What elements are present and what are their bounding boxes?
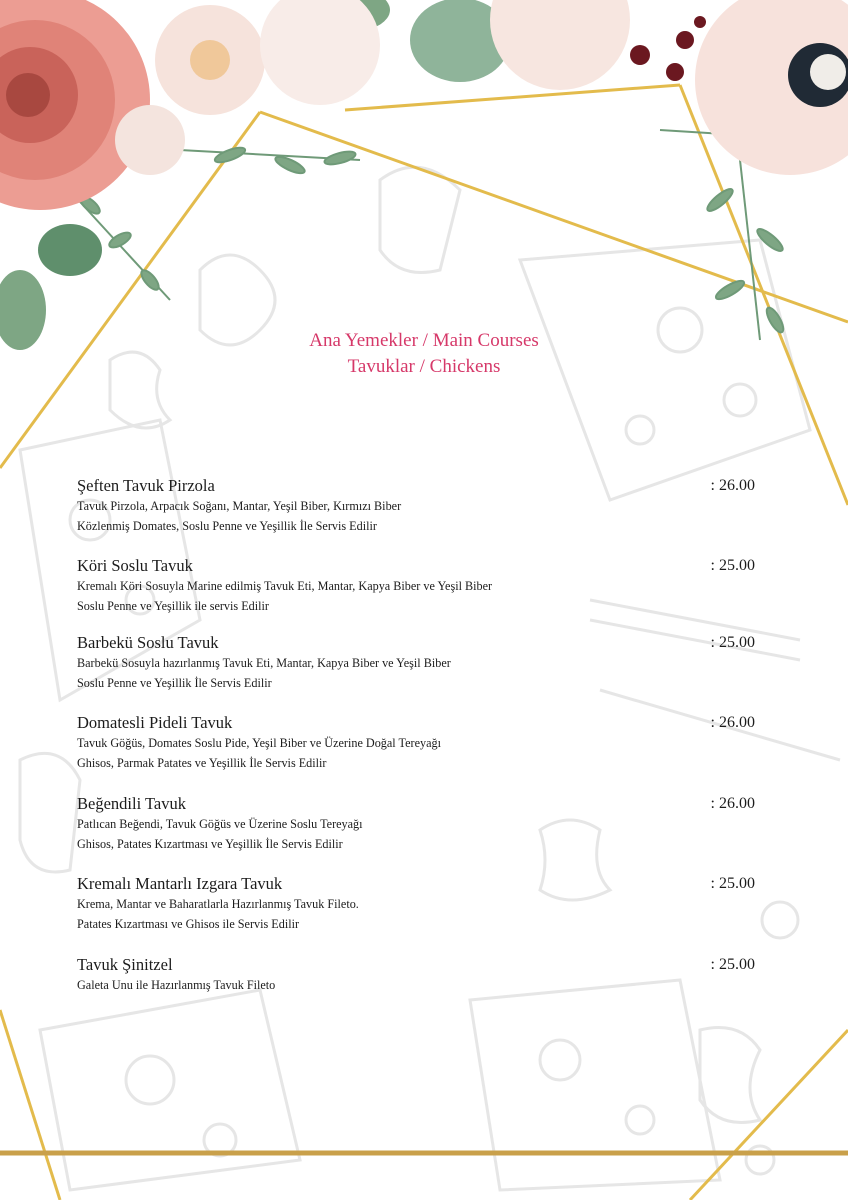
blossom-flower xyxy=(115,105,185,175)
menu-item-price: : 25.00 xyxy=(710,875,755,892)
menu-item-description: Tavuk Göğüs, Domates Soslu Pide, Yeşil Biber ve Üzerine Doğal Tereyağı xyxy=(77,736,441,750)
menu-item-description: Ghisos, Parmak Patates ve Yeşillik İle Servis Edilir xyxy=(77,755,327,770)
menu-item xyxy=(77,874,757,933)
menu-item xyxy=(77,633,757,692)
menu-item xyxy=(77,713,757,772)
menu-item-price: : 26.00 xyxy=(710,477,755,494)
menu-item-description: Soslu Penne ve Yeşillik ile servis Edilir xyxy=(77,598,269,613)
anemone-flower xyxy=(810,54,846,90)
menu-item-price: : 25.00 xyxy=(710,956,755,973)
menu-item xyxy=(77,556,757,615)
menu-item-price: : 26.00 xyxy=(710,714,755,731)
menu-item-name: Domatesli Pideli Tavuk xyxy=(77,713,233,732)
menu-item-name: Şeften Tavuk Pirzola xyxy=(77,476,215,495)
menu-item-description: Közlenmiş Domates, Soslu Penne ve Yeşillik İle Servis Edilir xyxy=(77,518,377,533)
blossom-flower xyxy=(260,0,380,105)
blossom-flower xyxy=(490,0,630,90)
menu-item-description: Kremalı Köri Sosuyla Marine edilmiş Tavuk Eti, Mantar, Kapya Biber ve Yeşil Biber xyxy=(77,579,493,593)
berries xyxy=(630,16,706,81)
menu-item xyxy=(77,794,757,853)
menu-section-subtitle: Tavuklar / Chickens xyxy=(347,356,501,377)
floral-decoration xyxy=(0,0,848,350)
menu-item-name: Beğendili Tavuk xyxy=(77,794,186,813)
eucalyptus-leaf xyxy=(38,224,102,276)
menu-item-description: Patates Kızartması ve Ghisos ile Servis Edilir xyxy=(77,916,300,931)
menu-item xyxy=(77,955,757,995)
blossom-flower xyxy=(190,40,230,80)
menu-item-price: : 25.00 xyxy=(710,557,755,574)
menu-item-price: : 26.00 xyxy=(710,795,755,812)
menu-item-price: : 25.00 xyxy=(710,634,755,651)
menu-item-name: Köri Soslu Tavuk xyxy=(77,556,193,575)
menu-item-description: Galeta Unu ile Hazırlanmış Tavuk Fileto xyxy=(77,978,276,992)
rose-flower xyxy=(6,73,50,117)
menu-item xyxy=(77,476,757,535)
menu-item-description: Barbekü Sosuyla hazırlanmış Tavuk Eti, Mantar, Kapya Biber ve Yeşil Biber xyxy=(77,656,451,670)
menu-item-name: Tavuk Şinitzel xyxy=(77,955,173,974)
menu-item-description: Patlıcan Beğendi, Tavuk Göğüs ve Üzerine Soslu Tereyağı xyxy=(77,817,363,831)
menu-item-name: Barbekü Soslu Tavuk xyxy=(77,633,219,652)
menu-item-description: Soslu Penne ve Yeşillik İle Servis Edilir xyxy=(77,675,272,690)
menu-item-description: Ghisos, Patates Kızartması ve Yeşillik İle Servis Edilir xyxy=(77,836,343,851)
menu-item-description: Krema, Mantar ve Baharatlarla Hazırlanmış Tavuk Fileto. xyxy=(77,897,359,911)
menu-section-title: Ana Yemekler / Main Courses xyxy=(309,330,539,351)
menu-item-name: Kremalı Mantarlı Izgara Tavuk xyxy=(77,874,283,893)
menu-item-description: Tavuk Pirzola, Arpacık Soğanı, Mantar, Yeşil Biber, Kırmızı Biber xyxy=(77,499,402,513)
